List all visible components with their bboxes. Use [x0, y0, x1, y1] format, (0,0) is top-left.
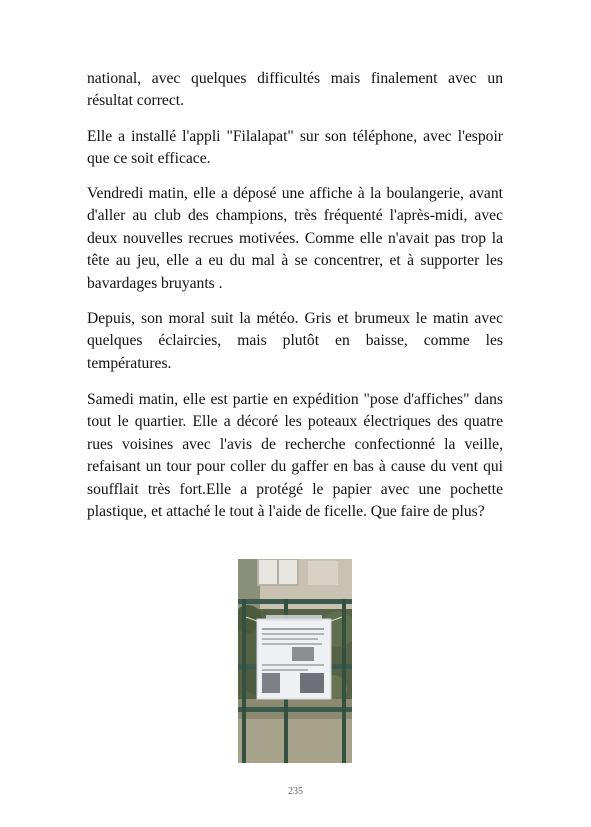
page-number: 235 — [288, 786, 303, 797]
paragraph-3: Vendredi matin, elle a déposé une affiche à la boulangerie, avant d'aller au club des champions, très fréquenté l'après-midi, avec deux nouvelles recrues motivées. Comme elle n'avait pas trop la tête au jeu, elle a eu du mal à se concentrer, et à supporter les bavardages bruyants . — [87, 185, 503, 292]
paragraph-2: Elle a installé l'appli "Filalapat" sur son téléphone, avec l'espoir que ce soit efficace. — [87, 128, 503, 168]
paragraph-4: Depuis, son moral suit la météo. Gris et brumeux le matin avec quelques éclaircies, mais plutôt en baisse, comme les températures. — [87, 310, 503, 372]
paragraph-1: national, avec quelques difficultés mais finalement avec un résultat correct. — [87, 70, 503, 110]
paragraph-5: Samedi matin, elle est partie en expédition "pose d'affiches" dans tout le quartier. Elle a décoré les poteaux électriques des quatre rues voisines avec l'avis de recherche confectionné la veille, refaisant un tour pour coller du gaffer en bas à cause du vent qui soufflait très fort.Elle a protégé le papier avec une pochette plastique, et attaché le tout à l'aide de ficelle. Que faire de plus? — [87, 391, 503, 521]
poster-photo — [238, 559, 352, 763]
